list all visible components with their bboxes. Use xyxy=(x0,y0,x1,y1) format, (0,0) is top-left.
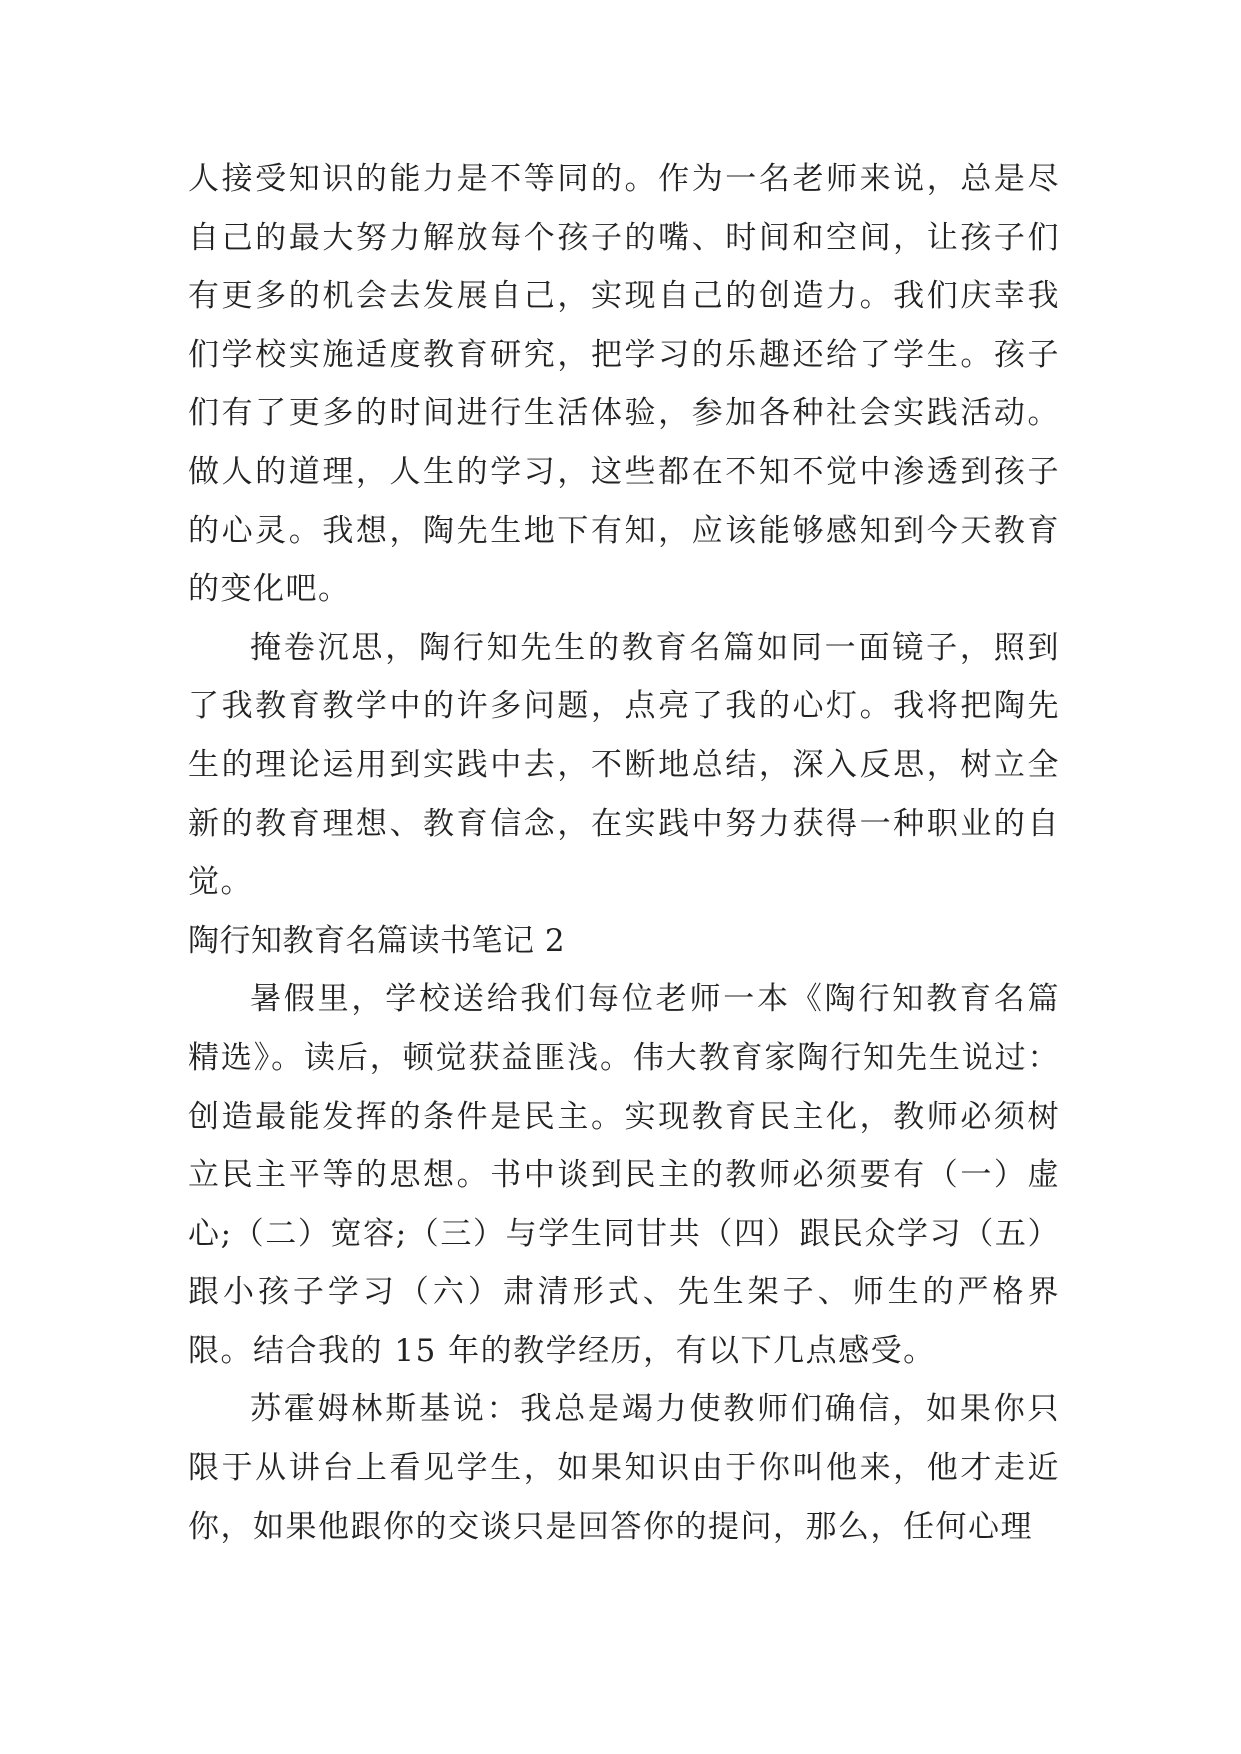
paragraph-summer-reading: 暑假里，学校送给我们每位老师一本《陶行知教育名篇精选》。读后，顿觉获益匪浅。伟大教育家陶行知先生说过：创造最能发挥的条件是民主。实现教育民主化，教师必须树立民主平等的思想。书中谈到民主的教师必须要有（一）虚心;（二）宽容;（三）与学生同甘共（四）跟民众学习（五）跟小孩子学习（六）肃清形式、先生架子、师生的严格界限。结合我的 15 年的教学经历，有以下几点感受。 xyxy=(188,981,1060,1369)
document-body xyxy=(188,150,1060,1556)
paragraph-reflection: 掩卷沉思，陶行知先生的教育名篇如同一面镜子，照到了我教育教学中的许多问题，点亮了我的心灯。我将把陶先生的理论运用到实践中去，不断地总结，深入反思，树立全新的教育理想、教育信念，在实践中努力获得一种职业的自觉。 xyxy=(188,629,1060,901)
section-heading: 陶行知教育名篇读书笔记 2 xyxy=(188,922,566,959)
paragraph-continuation: 人接受知识的能力是不等同的。作为一名老师来说，总是尽自己的最大努力解放每个孩子的嘴、时间和空间，让孩子们有更多的机会去发展自己，实现自己的创造力。我们庆幸我们学校实施适度教育研究，把学习的乐趣还给了学生。孩子们有了更多的时间进行生活体验，参加各种社会实践活动。做人的道理，人生的学习，这些都在不知不觉中渗透到孩子的心灵。我想，陶先生地下有知，应该能够感知到今天教育的变化吧。 xyxy=(188,161,1060,608)
paragraph-sukhomlinsky-quote: 苏霍姆林斯基说：我总是竭力使教师们确信，如果你只限于从讲台上看见学生，如果知识由于你叫他来，他才走近你，如果他跟你的交谈只是回答你的提问，那么，任何心理 xyxy=(188,1391,1060,1545)
